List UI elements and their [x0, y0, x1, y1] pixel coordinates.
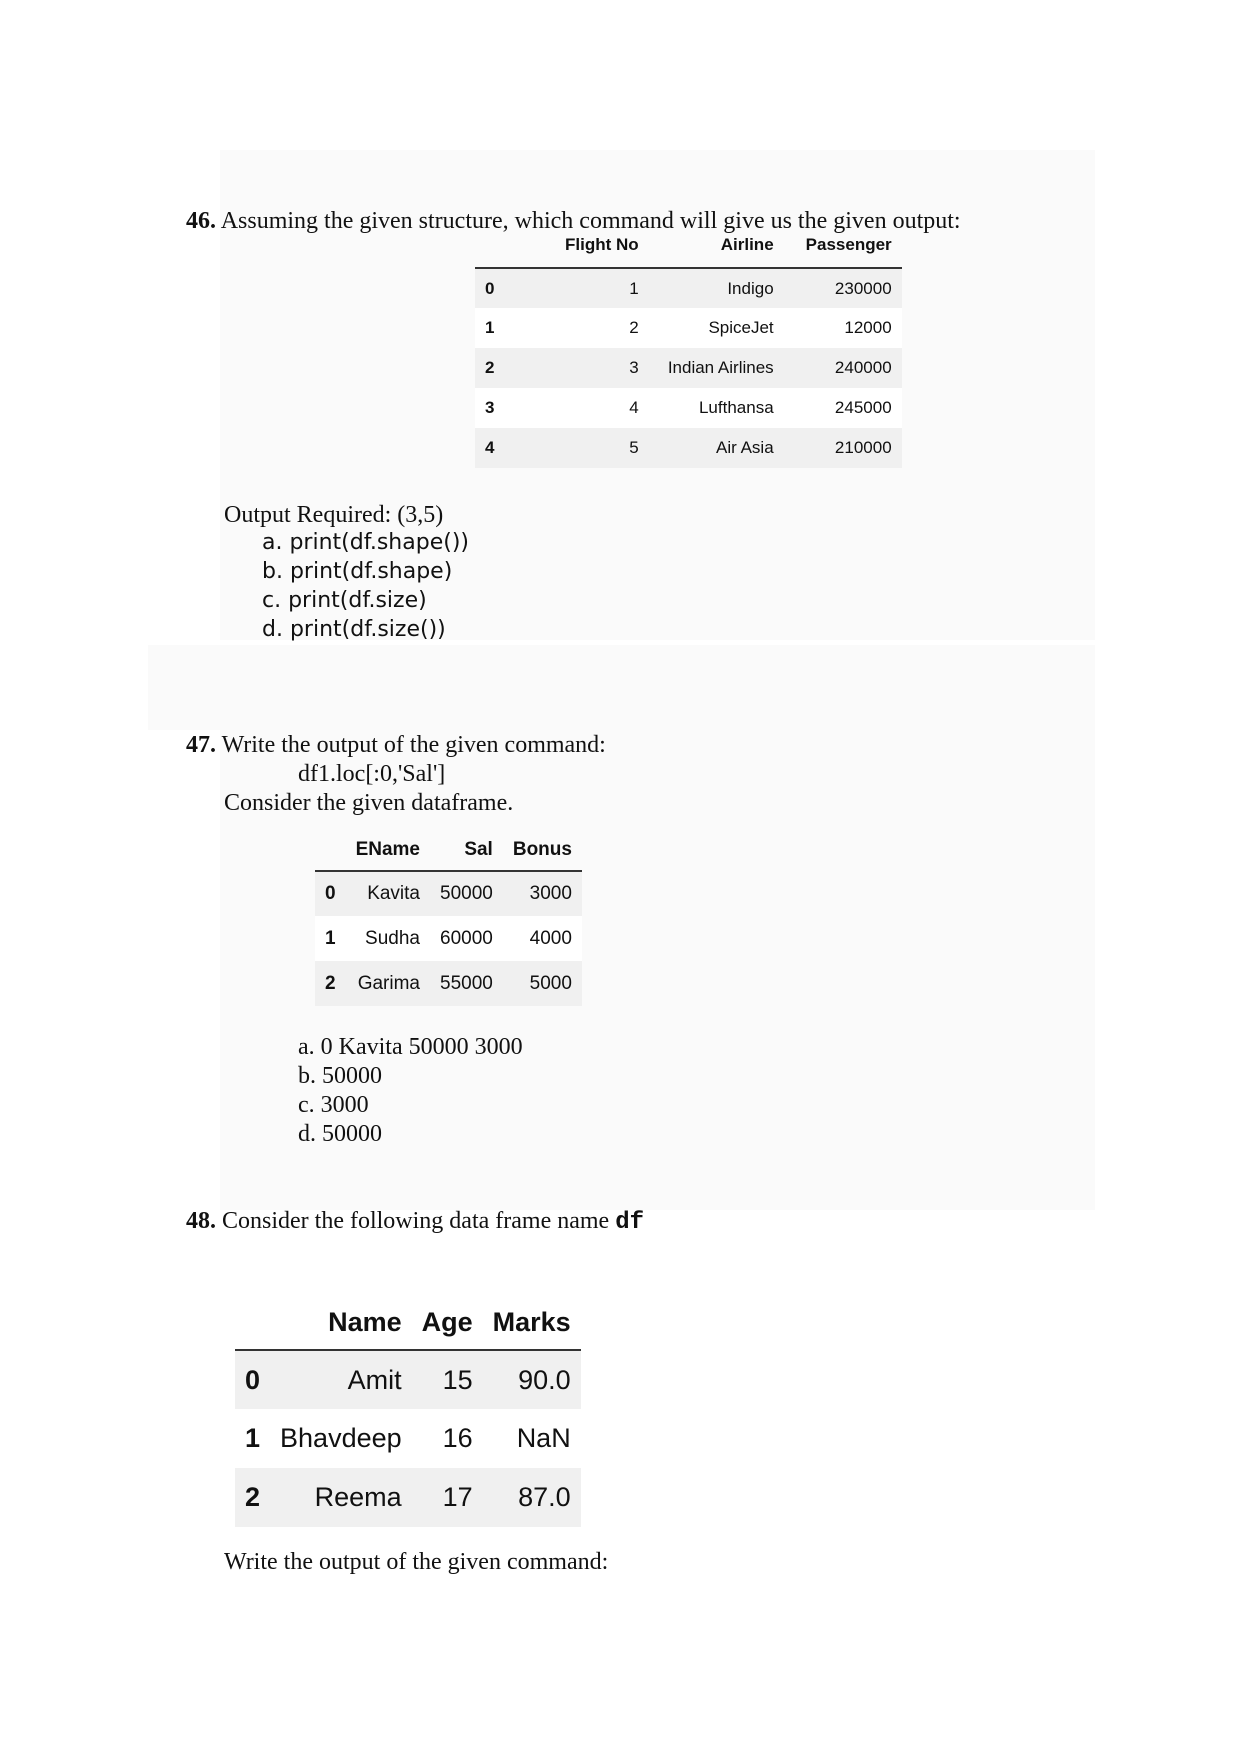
table-row [235, 1468, 581, 1527]
option-d: d. 50000 [298, 1121, 382, 1147]
table-row [235, 1350, 581, 1409]
question-text: Consider the following data frame name [222, 1208, 610, 1234]
table-cell: SpiceJet [708, 318, 774, 337]
row-index: 3 [485, 398, 495, 417]
index-header [315, 830, 346, 871]
row-index: 2 [485, 358, 495, 377]
row-index: 2 [325, 972, 336, 994]
table-cell: Garima [357, 972, 420, 994]
row-index: 4 [485, 438, 495, 457]
column-header: Airline [649, 235, 784, 268]
table-cell: 4000 [529, 927, 572, 949]
table-cell: 55000 [440, 972, 493, 994]
table-cell: 2 [629, 318, 639, 337]
option-a: a. 0 Kavita 50000 3000 [298, 1034, 523, 1060]
output-required: Output Required: (3,5) [224, 502, 444, 528]
option-a: a. print(df.shape()) [262, 530, 469, 555]
index-header [475, 235, 555, 268]
table-row [315, 961, 582, 1006]
table-cell: Reema [314, 1482, 402, 1512]
table-cell: 3000 [529, 883, 572, 904]
table-cell: 16 [442, 1423, 473, 1453]
column-header: Age [412, 1295, 483, 1350]
dataframe-name: df [615, 1209, 645, 1236]
table-cell: Sudha [365, 927, 420, 949]
employee-table [315, 830, 582, 1006]
table-cell: 1 [629, 278, 639, 298]
table-row [475, 388, 902, 428]
options-list [262, 528, 469, 644]
table-cell: Indigo [727, 278, 774, 298]
flight-table [475, 235, 902, 468]
column-header: EName [346, 830, 430, 871]
option-c: c. print(df.size) [262, 588, 427, 613]
table-cell: 210000 [834, 438, 892, 457]
table-cell: 15 [442, 1364, 473, 1395]
option-c: c. 3000 [298, 1092, 369, 1118]
column-header: Name [270, 1295, 412, 1350]
table-row [315, 871, 582, 916]
table-cell: 245000 [834, 398, 892, 417]
option-b: b. 50000 [298, 1063, 382, 1089]
question-46 [186, 207, 961, 236]
question-text: Write the output of the given command: [221, 732, 606, 758]
question-48 [186, 1207, 644, 1237]
table-cell: Lufthansa [698, 398, 774, 417]
student-table [235, 1295, 581, 1527]
option-b: b. print(df.shape) [262, 559, 453, 584]
question-number: 46. [186, 208, 216, 234]
table-cell: 230000 [834, 278, 892, 298]
table-cell: 87.0 [518, 1482, 571, 1512]
table-cell: 240000 [834, 358, 892, 377]
table-cell: NaN [516, 1423, 571, 1453]
table-header-row [235, 1295, 581, 1350]
row-index: 2 [245, 1482, 261, 1512]
table-cell: Indian Airlines [667, 358, 774, 377]
background-panel [148, 645, 1095, 730]
column-header: Sal [430, 830, 503, 871]
table-row [475, 308, 902, 348]
table-cell: 12000 [844, 318, 892, 337]
question-47 [186, 731, 606, 760]
table-cell: 90.0 [518, 1364, 571, 1395]
table-row [235, 1409, 581, 1468]
column-header: Passenger [784, 235, 902, 268]
column-header: Marks [483, 1295, 581, 1350]
table-cell: Bhavdeep [280, 1423, 402, 1453]
table-cell: 60000 [440, 927, 493, 949]
command-text: df1.loc[:0,'Sal'] [298, 761, 446, 787]
table-row [475, 268, 902, 308]
row-index: 1 [245, 1423, 261, 1453]
row-index: 0 [325, 883, 336, 904]
table-row [475, 348, 902, 388]
row-index: 1 [485, 318, 495, 337]
question-text: Assuming the given structure, which command will give us the given output: [220, 208, 961, 234]
column-header: Flight No [555, 235, 649, 268]
table-cell: 5 [629, 438, 639, 457]
table-header-row [315, 830, 582, 871]
row-index: 0 [485, 278, 495, 298]
question-number: 48. [186, 1208, 216, 1234]
table-row [475, 428, 902, 468]
consider-text: Consider the given dataframe. [224, 790, 514, 816]
options-list [298, 1033, 523, 1149]
question-number: 47. [186, 732, 216, 758]
table-cell: 17 [442, 1482, 473, 1512]
row-index: 0 [245, 1364, 261, 1395]
table-cell: Amit [347, 1364, 402, 1395]
table-cell: Kavita [367, 883, 420, 904]
table-cell: 5000 [529, 972, 572, 994]
index-header [235, 1295, 270, 1350]
followup-text: Write the output of the given command: [224, 1549, 609, 1575]
column-header: Bonus [503, 830, 582, 871]
option-d: d. print(df.size()) [262, 617, 446, 642]
table-row [315, 916, 582, 961]
table-cell: 50000 [440, 883, 493, 904]
table-cell: 3 [629, 358, 639, 377]
table-cell: Air Asia [716, 438, 774, 457]
row-index: 1 [325, 927, 336, 949]
table-header-row [475, 235, 902, 268]
table-cell: 4 [629, 398, 639, 417]
